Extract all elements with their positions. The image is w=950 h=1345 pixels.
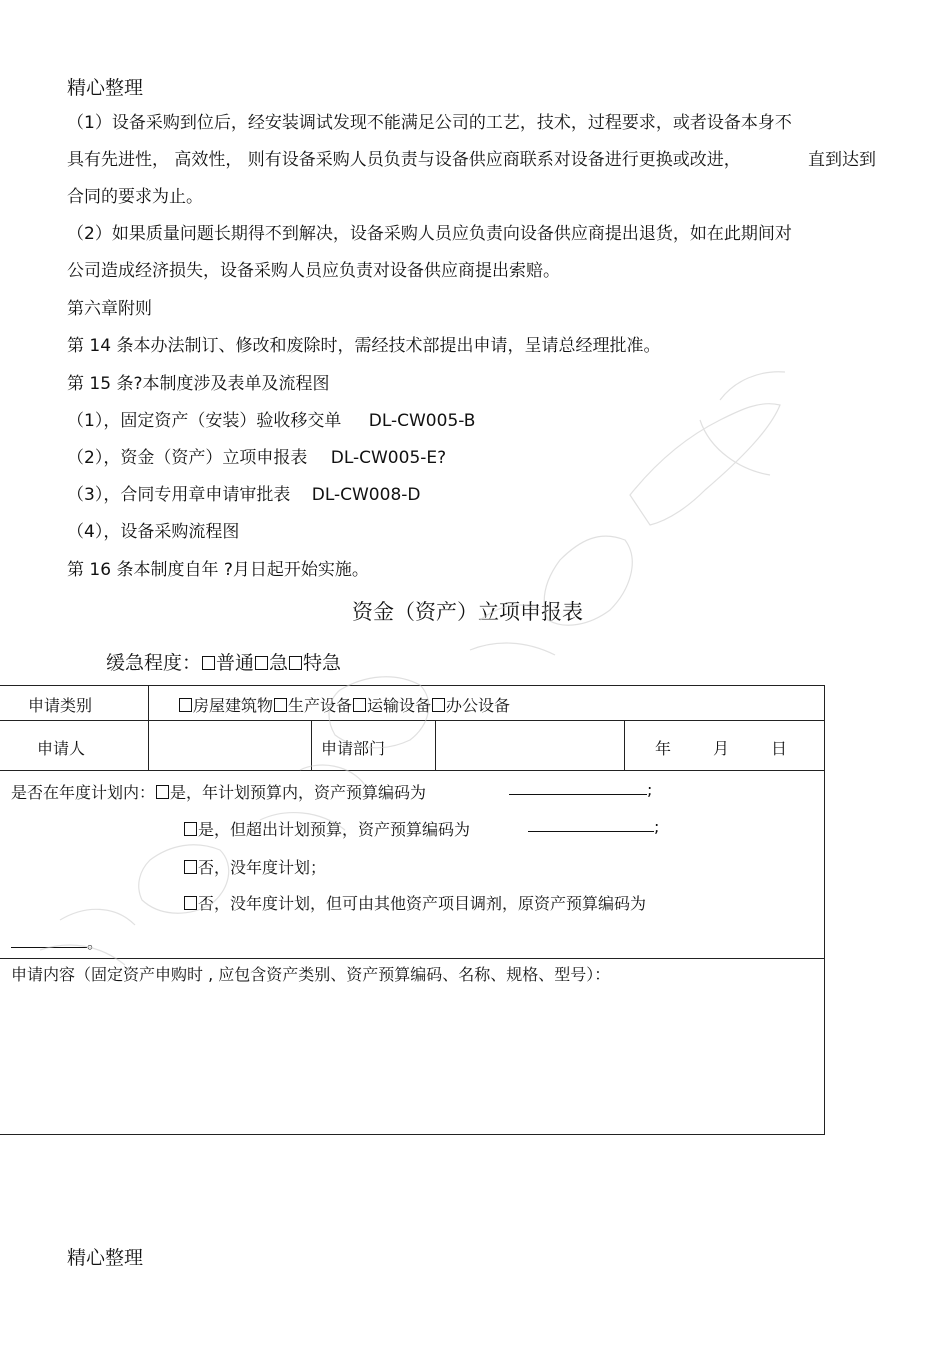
form-list-item-1 [67, 406, 475, 431]
form-list-item-code: DL-CW005-E? [330, 448, 447, 468]
page-footer: 精心整理 [67, 1247, 144, 1269]
checkbox-plan-in-budget[interactable] [156, 785, 169, 799]
form-list-item-label: （3），合同专用章申请审批表 [67, 485, 291, 505]
checkbox-transport-equipment[interactable] [353, 698, 366, 712]
plan-option-1: 是，年计划预算内，资产预算编码为 [170, 783, 427, 802]
plan-row-2 [183, 817, 470, 840]
applicant-field[interactable] [150, 721, 310, 769]
urgency-option-urgent: 急 [269, 652, 289, 674]
form-title: 资金（资产）立项申报表 [352, 600, 583, 624]
checkbox-building[interactable] [179, 698, 192, 712]
checkbox-normal[interactable] [202, 656, 215, 670]
date-day-label: 日 [771, 739, 788, 758]
form-list-item-3 [67, 480, 420, 505]
form-list-item-label: （1），固定资产（安装）验收移交单 [67, 411, 342, 431]
paragraph-2-line-2: 公司造成经济损失，设备采购人员应负责对设备供应商提出索赔。 [67, 261, 560, 281]
category-label: 申请类别 [28, 696, 93, 715]
budget-code-2-blank[interactable] [528, 817, 654, 832]
date-year-label: 年 [655, 739, 672, 758]
budget-code-1 [509, 780, 652, 799]
urgency-option-normal: 普通 [216, 652, 255, 674]
form-list-item-label: （2），资金（资产）立项申报表 [67, 448, 308, 468]
form-list-item-code: DL-CW008-D [311, 485, 421, 505]
period: 。 [87, 933, 104, 952]
applicant-label: 申请人 [37, 739, 86, 758]
plan-option-3: 否，没年度计划； [198, 858, 327, 877]
paragraph-1-line-2-end: 直到达到 [808, 150, 876, 170]
budget-code-1-blank[interactable] [509, 780, 647, 795]
department-field[interactable] [437, 721, 623, 769]
plan-row-3 [183, 855, 326, 878]
content-field[interactable] [2, 990, 822, 1132]
plan-row-4 [183, 891, 646, 914]
category-option-office: 办公设备 [446, 696, 511, 715]
paragraph-1-line-1: （1）设备采购到位后，经安装调试发现不能满足公司的工艺，技术，过程要求，或者设备本身不 [67, 113, 792, 133]
paragraph-1-line-3: 合同的要求为止。 [67, 187, 203, 207]
date-month-label: 月 [713, 739, 730, 758]
paragraph-1-line-2: 具有先进性， 高效性， 则有设备采购人员负责与设备供应商联系对设备进行更换或改进， [67, 150, 741, 170]
semicolon: ; [647, 780, 653, 799]
checkbox-no-plan[interactable] [184, 860, 197, 874]
category-option-building: 房屋建筑物 [193, 696, 274, 715]
urgency-label: 缓急程度： [106, 652, 202, 674]
category-option-transport: 运输设备 [367, 696, 432, 715]
budget-code-3-blank[interactable] [11, 933, 87, 948]
urgency-row [106, 648, 341, 675]
plan-option-4: 否，没年度计划，但可由其他资产项目调剂，原资产预算编码为 [198, 894, 647, 913]
checkbox-office-equipment[interactable] [432, 698, 445, 712]
category-option-production: 生产设备 [288, 696, 353, 715]
department-label: 申请部门 [321, 739, 386, 758]
category-options [178, 693, 510, 716]
checkbox-urgent[interactable] [255, 656, 268, 670]
article-16: 第 16 条本制度自年 ?月日起开始实施。 [67, 560, 369, 580]
page-header: 精心整理 [67, 77, 144, 99]
urgency-option-very-urgent: 特急 [303, 652, 342, 674]
form-list-item-2 [67, 443, 446, 468]
semicolon: ; [654, 817, 660, 836]
plan-row-1 [11, 780, 426, 803]
plan-option-2: 是，但超出计划预算，资产预算编码为 [198, 820, 471, 839]
content-label: 申请内容（固定资产申购时 , 应包含资产类别、资产预算编码、名称、规格、型号）： [11, 965, 611, 984]
budget-code-3 [11, 930, 103, 953]
budget-code-2 [528, 817, 659, 836]
plan-label: 是否在年度计划内： [11, 783, 156, 802]
chapter-heading: 第六章附则 [67, 299, 152, 319]
article-15: 第 15 条?本制度涉及表单及流程图 [67, 374, 330, 394]
checkbox-production-equipment[interactable] [274, 698, 287, 712]
form-list-item-code: DL-CW005-B [368, 411, 476, 431]
form-list-item-label: （4），设备采购流程图 [67, 522, 240, 542]
checkbox-very-urgent[interactable] [289, 656, 302, 670]
checkbox-plan-over-budget[interactable] [184, 822, 197, 836]
form-list-item-4 [67, 517, 239, 542]
paragraph-2-line-1: （2）如果质量问题长期得不到解决，设备采购人员应负责向设备供应商提出退货，如在此期间对 [67, 224, 792, 244]
checkbox-no-plan-reallocate[interactable] [184, 896, 197, 910]
article-14: 第 14 条本办法制订、修改和废除时，需经技术部提出申请，呈请总经理批准。 [67, 336, 661, 356]
